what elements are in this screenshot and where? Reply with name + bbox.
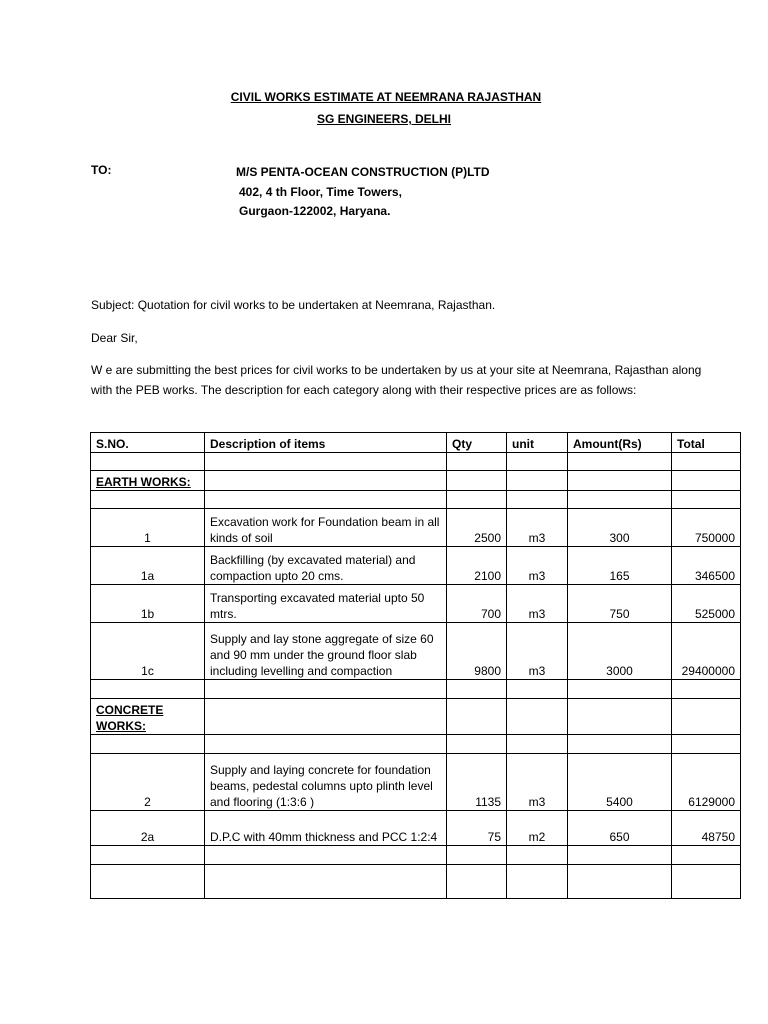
table-row-empty bbox=[91, 680, 741, 699]
cell-amount: 650 bbox=[568, 811, 672, 846]
table-row bbox=[91, 623, 741, 680]
cell-amount: 750 bbox=[568, 585, 672, 623]
to-label: TO: bbox=[91, 163, 112, 177]
cell-total: 48750 bbox=[672, 811, 741, 846]
table-row bbox=[91, 509, 741, 547]
cell-qty: 75 bbox=[447, 811, 507, 846]
cell-amount: 165 bbox=[568, 547, 672, 585]
header-qty: Qty bbox=[447, 433, 507, 453]
table-row bbox=[91, 754, 741, 811]
cell-sno: 1c bbox=[91, 623, 205, 680]
cell-qty: 9800 bbox=[447, 623, 507, 680]
section-concrete-works bbox=[91, 699, 205, 735]
cell-qty: 2500 bbox=[447, 509, 507, 547]
header-total: Total bbox=[672, 433, 741, 453]
table-row-empty bbox=[91, 865, 741, 899]
recipient-name: M/S PENTA-OCEAN CONSTRUCTION (P)LTD bbox=[236, 165, 490, 179]
intro-paragraph: W e are submitting the best prices for civil works to be undertaken by us at your site at Neemrana, Rajasthan along with the PEB works. The description for each category along with their respective prices are as follows: bbox=[91, 363, 702, 397]
cell-amount: 3000 bbox=[568, 623, 672, 680]
cell-total: 6129000 bbox=[672, 754, 741, 811]
cell-amount: 5400 bbox=[568, 754, 672, 811]
section-concrete-line2: WORKS: bbox=[96, 719, 146, 733]
document-title: CIVIL WORKS ESTIMATE AT NEEMRANA RAJASTHAN bbox=[230, 90, 542, 104]
cell-unit: m3 bbox=[507, 547, 568, 585]
table-row bbox=[91, 811, 741, 846]
cell-total: 525000 bbox=[672, 585, 741, 623]
cell-sno: 1 bbox=[91, 509, 205, 547]
header-sno: S.NO. bbox=[91, 433, 205, 453]
header-amount: Amount(Rs) bbox=[568, 433, 672, 453]
table-row-empty bbox=[91, 453, 741, 471]
table-row-empty bbox=[91, 846, 741, 865]
cell-description: Backfilling (by excavated material) and compaction upto 20 cms. bbox=[205, 547, 447, 585]
cell-description: Transporting excavated material upto 50 mtrs. bbox=[205, 585, 447, 623]
cell-sno: 2a bbox=[91, 811, 205, 846]
table-header-row bbox=[91, 433, 741, 453]
cell-qty: 1135 bbox=[447, 754, 507, 811]
estimate-table bbox=[90, 432, 741, 899]
cell-qty: 2100 bbox=[447, 547, 507, 585]
table-row bbox=[91, 547, 741, 585]
cell-qty: 700 bbox=[447, 585, 507, 623]
cell-description: Supply and laying concrete for foundation beams, pedestal columns upto plinth level and flooring (1:3:6 ) bbox=[205, 754, 447, 811]
salutation: Dear Sir, bbox=[91, 331, 138, 345]
header-description: Description of items bbox=[205, 433, 447, 453]
company-name: SG ENGINEERS, DELHI bbox=[316, 112, 452, 126]
cell-description: D.P.C with 40mm thickness and PCC 1:2:4 bbox=[205, 811, 447, 846]
cell-unit: m3 bbox=[507, 623, 568, 680]
table-row bbox=[91, 585, 741, 623]
header-unit: unit bbox=[507, 433, 568, 453]
subject-line: Subject: Quotation for civil works to be undertaken at Neemrana, Rajasthan. bbox=[91, 298, 496, 312]
table-row-empty bbox=[91, 735, 741, 754]
cell-unit: m2 bbox=[507, 811, 568, 846]
recipient-address-line2: Gurgaon-122002, Haryana. bbox=[239, 204, 391, 218]
cell-amount: 300 bbox=[568, 509, 672, 547]
cell-total: 29400000 bbox=[672, 623, 741, 680]
cell-unit: m3 bbox=[507, 754, 568, 811]
cell-unit: m3 bbox=[507, 509, 568, 547]
cell-unit: m3 bbox=[507, 585, 568, 623]
cell-sno: 2 bbox=[91, 754, 205, 811]
cell-description: Supply and lay stone aggregate of size 60 and 90 mm under the ground floor slab including levelling and compaction bbox=[205, 623, 447, 680]
cell-sno: 1b bbox=[91, 585, 205, 623]
cell-total: 750000 bbox=[672, 509, 741, 547]
recipient-address-line1: 402, 4 th Floor, Time Towers, bbox=[239, 184, 402, 199]
cell-description: Excavation work for Foundation beam in all kinds of soil bbox=[205, 509, 447, 547]
cell-sno: 1a bbox=[91, 547, 205, 585]
section-row-earth bbox=[91, 471, 741, 491]
recipient-address bbox=[236, 163, 490, 222]
section-row-concrete bbox=[91, 699, 741, 735]
cell-total: 346500 bbox=[672, 547, 741, 585]
table-row-empty bbox=[91, 491, 741, 509]
section-earth-works: EARTH WORKS: bbox=[91, 471, 205, 491]
section-concrete-line1: CONCRETE bbox=[96, 703, 164, 717]
